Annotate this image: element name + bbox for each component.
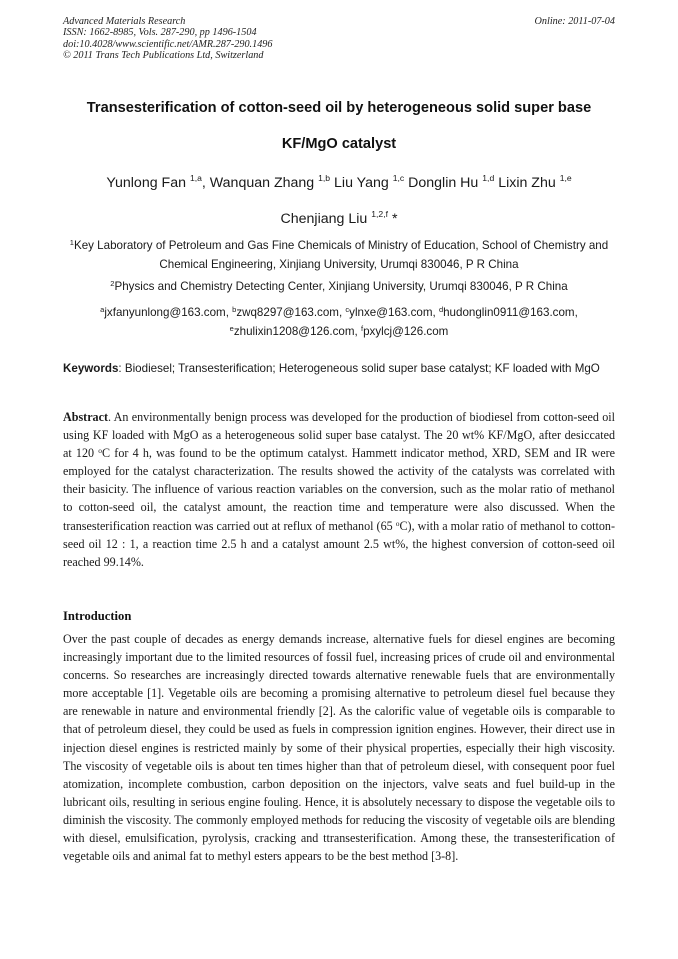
degree-sup: o xyxy=(98,446,103,456)
email-address: jxfanyunlong@163.com xyxy=(104,306,226,319)
affiliation-text: Physics and Chemistry Detecting Center, Xinjiang University, Urumqi 830046, P R China xyxy=(114,280,568,293)
author-name: Chenjiang Liu xyxy=(280,211,368,227)
affiliation-text: Key Laboratory of Petroleum and Gas Fine Chemicals of Ministry of Education, School of Chemistry and Chemical Engineering, Xinjiang University, Urumqi 830046, P R China xyxy=(73,239,609,271)
introduction-heading: Introduction xyxy=(63,609,132,623)
email-address: zhulixin1208@126.com xyxy=(233,325,355,338)
email-line-2: $^e$zhulixin1208@126.com, $^f$pxylcj@126.com xyxy=(229,324,449,338)
title-line-2: KF/MgO catalyst xyxy=(281,136,397,152)
author-list xyxy=(40,165,638,237)
email-address: pxylcj@126.com xyxy=(363,325,449,338)
journal-copyright: © 2011 Trans Tech Publications Ltd, Switzerland xyxy=(63,49,264,61)
email-address: hudonglin0911@163.com xyxy=(443,306,575,319)
introduction-text: Over the past couple of decades as energy demands increase, alternative fuels for diesel engines are becoming increasingly important due to the limited resources of fossil fuel, increasing prices of crude oil and environmental concerns. So researches are increasingly directed towards alternative renewable fuels that are environmentally more acceptable [1]. Vegetable oils are becoming a promising alternative to petroleum diesel fuel because they are renewable in nature and environmental friendly [2]. As the calorific value of vegetable oils is comparable to that of petroleum diesel, they could be used as fuels in compression ignition engines. However, their direct use in injection diesel engines is restricted mainly by some of their physical properties, especially their high viscosity. The viscosity of vegetable oils is about ten times higher than that of petroleum diesel, with consequent poor fuel atomization, incomplete combustion, carbon deposition on the injectors, valve seats and fuel build-up in the lubricant oils, resulting in serious engine fouling. Hence, it is absolutely necessary to dispose the vegetable oils to diminish the viscosity. The commonly employed methods for reducing the viscosity of vegetable oils are blending with diesel, emulsification, pyrolysis, cracking and ttransesterification. Among these, the transesterification of vegetable oils and animal fat to methyl esters appears to be the best method [3-8]. xyxy=(63,632,615,864)
author-sup: 1,b xyxy=(318,173,331,183)
author-name: Yunlong Fan xyxy=(106,175,186,191)
author-sup: 1,a xyxy=(189,173,202,183)
affiliation-1 xyxy=(60,236,618,274)
journal-doi: doi:10.4028/www.scientific.net/AMR.287-290.1496 xyxy=(63,38,273,50)
email-mark: e xyxy=(229,324,234,333)
keywords xyxy=(63,359,615,378)
paper-title xyxy=(40,90,638,162)
affiliation-mark: 1 xyxy=(69,238,74,247)
author-sup: 1,c xyxy=(392,173,405,183)
author-name: Wanquan Zhang xyxy=(209,175,315,191)
keywords-text: : Biodiesel; Transesterification; Heterogeneous solid super base catalyst; KF loaded with MgO xyxy=(118,362,600,375)
email-address: zwq8297@163.com xyxy=(236,306,339,319)
email-mark: c xyxy=(345,305,350,314)
author-separator: , xyxy=(201,175,210,191)
keywords-label: Keywords xyxy=(63,362,119,375)
author-name: Lixin Zhu xyxy=(498,175,556,191)
email-address: ylnxe@163.com xyxy=(349,306,433,319)
authors-line-1 xyxy=(40,165,638,201)
email-list xyxy=(60,303,618,341)
title-line-1: Transesterification of cotton-seed oil by heterogeneous solid super base xyxy=(86,100,592,116)
abstract-label: Abstract xyxy=(63,410,109,424)
journal-header xyxy=(63,16,615,61)
author-name: Liu Yang xyxy=(334,175,389,191)
email-mark: f xyxy=(361,324,364,333)
corresponding-mark: * xyxy=(391,211,398,227)
online-date: Online: 2011-07-04 xyxy=(534,16,615,27)
author-name: Donglin Hu xyxy=(408,175,479,191)
abstract xyxy=(63,408,615,571)
abstract-text: C for 4 h, was found to be the optimum catalyst. Hammett indicator method, XRD, SEM and IR were employed for the catalyst characterization. The results showed the activity of the catalysts was correlated with their basicity. The influence of various reaction variables on the conversion, such as the molar ratio of methanol to cotton-seed oil, the catalyst amount, the reaction time and temperature were also discussed. When the transesterification reaction was carried out at reflux of methanol (65 xyxy=(63,446,615,533)
email-line-1: $^a$jxfanyunlong@163.com, $^b$zwq8297@163.com, $^c$ylnxe@163.com, $^d$hudonglin0911@163.com, xyxy=(100,305,578,319)
abstract-text: . An environmentally benign process was developed for the production of biodiesel from cotton-seed oil using KF loaded with MgO as a heterogeneous solid super base catalyst. The 20 wt% KF/MgO, after desiccated at 120 xyxy=(63,410,615,461)
journal-name: Advanced Materials Research xyxy=(63,16,186,27)
journal-issn: ISSN: 1662-8985, Vols. 287-290, pp 1496-1504 xyxy=(63,27,257,39)
email-mark: a xyxy=(100,305,105,314)
author-sup: 1,2,f xyxy=(371,209,388,219)
degree-sup: o xyxy=(395,518,400,528)
email-mark: b xyxy=(232,305,237,314)
author-sup: 1,e xyxy=(559,173,572,183)
affiliation-2 xyxy=(60,277,618,296)
authors-line-2 xyxy=(40,201,638,237)
email-mark: d xyxy=(438,305,444,314)
author-sup: 1,d xyxy=(482,173,495,183)
abstract-text: C), with a molar ratio of methanol to cotton-seed oil 12 : 1, a reaction time 2.5 h and a catalyst amount 2.5 wt%, the highest conversion of cotton-seed oil reached 99.14%. xyxy=(63,518,615,569)
affiliation-mark: 2 xyxy=(110,279,115,288)
